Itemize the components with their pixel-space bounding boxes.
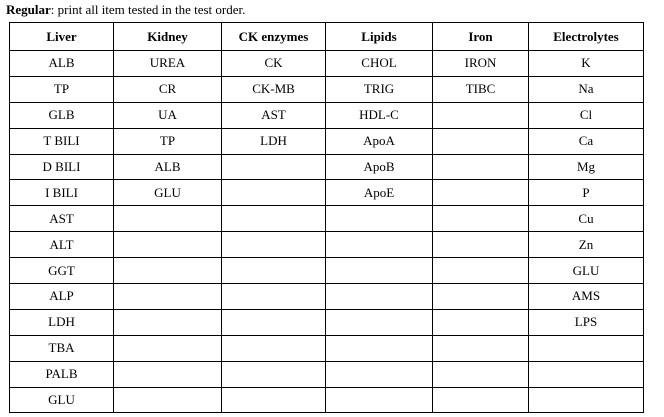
table-cell: PALB [10,361,114,387]
note-label: Regular [6,2,51,17]
table-cell: UREA [114,51,222,77]
table-cell: ALP [10,284,114,310]
table-cell [326,387,433,413]
table-row [10,284,644,310]
column-header-iron: Iron [433,23,529,51]
table-cell: Cu [529,206,644,232]
table-row [10,387,644,413]
table-cell: TBA [10,335,114,361]
table-cell: LDH [222,128,326,154]
table-cell [433,128,529,154]
table-cell [114,387,222,413]
table-cell: D BILI [10,154,114,180]
table-cell [326,361,433,387]
table-body [10,51,644,413]
table-cell [326,232,433,258]
table-cell [433,387,529,413]
table-cell: GLB [10,102,114,128]
column-header-ck-enzymes: CK enzymes [222,23,326,51]
table-cell: GLU [529,258,644,284]
table-cell [222,258,326,284]
table-row [10,154,644,180]
table-cell [433,335,529,361]
table-row [10,51,644,77]
table-cell [326,335,433,361]
table-cell [326,309,433,335]
table-cell: ALB [10,51,114,77]
table-cell [433,206,529,232]
table-cell: Zn [529,232,644,258]
table-cell [433,232,529,258]
table-cell [326,258,433,284]
instruction-note [6,1,245,19]
table-cell [222,284,326,310]
table-row [10,309,644,335]
table-cell [222,335,326,361]
table-row [10,76,644,102]
table-cell: P [529,180,644,206]
table-cell: TP [114,128,222,154]
table-cell [529,387,644,413]
table-cell [433,361,529,387]
table-row [10,180,644,206]
table-cell [326,284,433,310]
table-cell: TP [10,76,114,102]
column-header-kidney: Kidney [114,23,222,51]
table-cell: IRON [433,51,529,77]
table-row [10,128,644,154]
table-row [10,258,644,284]
table-cell [114,232,222,258]
table-cell: Ca [529,128,644,154]
table-cell: CHOL [326,51,433,77]
table-cell: T BILI [10,128,114,154]
table-row [10,232,644,258]
table-cell [222,232,326,258]
table-cell: ApoA [326,128,433,154]
table-cell [222,206,326,232]
test-category-table [9,22,644,413]
table-cell [222,180,326,206]
table-cell [114,361,222,387]
table-cell [433,154,529,180]
table-cell [433,258,529,284]
table-cell: GGT [10,258,114,284]
table-cell [222,309,326,335]
table-cell: ALT [10,232,114,258]
table-cell [114,309,222,335]
table-cell: TIBC [433,76,529,102]
table-cell [222,154,326,180]
table-cell: CR [114,76,222,102]
table-cell [433,102,529,128]
table-cell [114,258,222,284]
table-cell: ApoE [326,180,433,206]
table-header-row [10,23,644,51]
table-cell [114,284,222,310]
table-row [10,206,644,232]
column-header-lipids: Lipids [326,23,433,51]
table-cell: LPS [529,309,644,335]
table-cell: UA [114,102,222,128]
table-cell: ApoB [326,154,433,180]
table-cell [222,361,326,387]
column-header-liver: Liver [10,23,114,51]
table-cell: AMS [529,284,644,310]
table-cell: GLU [114,180,222,206]
table-cell: CK-MB [222,76,326,102]
table-row [10,361,644,387]
table-cell [433,309,529,335]
table-cell: K [529,51,644,77]
table-cell [114,335,222,361]
table-cell [222,387,326,413]
table-cell: LDH [10,309,114,335]
table-cell [326,206,433,232]
table-cell [433,180,529,206]
table-cell [529,335,644,361]
table-cell: Na [529,76,644,102]
table-cell: HDL-C [326,102,433,128]
table-cell: Mg [529,154,644,180]
table-cell: I BILI [10,180,114,206]
table-cell: Cl [529,102,644,128]
column-header-electrolytes: Electrolytes [529,23,644,51]
table-cell: CK [222,51,326,77]
table-cell [433,284,529,310]
table-cell: ALB [114,154,222,180]
table-cell: GLU [10,387,114,413]
table-cell: AST [10,206,114,232]
table-cell [114,206,222,232]
table-row [10,335,644,361]
table-row [10,102,644,128]
note-text: : print all item tested in the test order. [50,2,246,17]
table-cell [529,361,644,387]
table-cell: TRIG [326,76,433,102]
table-cell: AST [222,102,326,128]
